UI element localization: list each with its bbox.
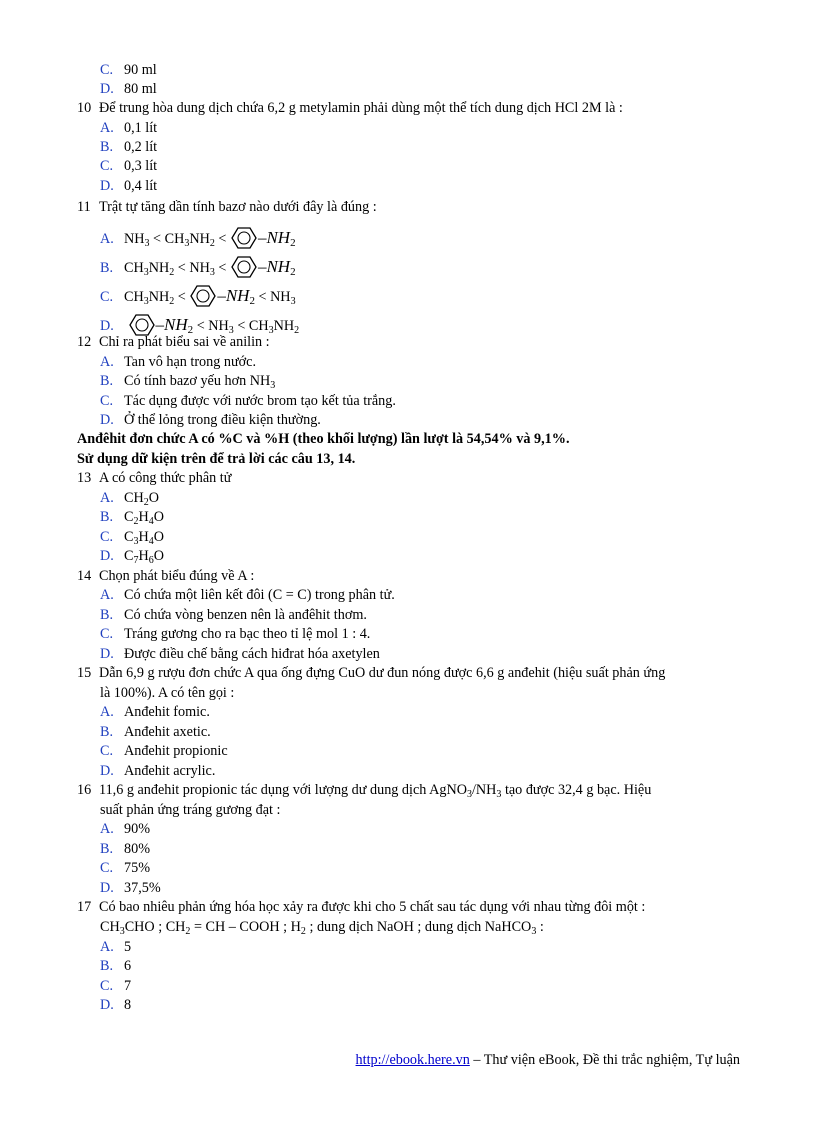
section-intro: Sử dụng dữ kiện trên để trả lời các câu 13, 14. <box>77 451 356 467</box>
page-footer <box>356 1052 740 1069</box>
list-item: A. Anđehit fomic. <box>100 704 210 720</box>
list-item: C. Anđehit propionic <box>100 743 228 759</box>
question-10: 10 Để trung hòa dung dịch chứa 6,2 g metylamin phải dùng một thể tích dung dịch HCl 2M là : <box>77 100 623 116</box>
question-11: 11 Trật tự tăng dần tính bazơ nào dưới đây là đúng : <box>77 199 377 215</box>
list-item: C. 0,3 lít <box>100 158 158 174</box>
list-item: B. $C_2H_4O$ <box>100 509 164 527</box>
list-item: B. Có chứa vòng benzen nên là anđêhit thơm. <box>100 607 367 623</box>
question-17: 17 Có bao nhiêu phản ứng hóa học xảy ra được khi cho 5 chất sau tác dụng với nhau từng đôi một : <box>77 899 646 915</box>
list-item: D. Được điều chế bằng cách hiđrat hóa axetylen <box>100 646 380 662</box>
list-item: D. Ở thể lỏng trong điều kiện thường. <box>100 412 321 428</box>
list-item: C. 75% <box>100 860 151 876</box>
list-item: C. 90 ml <box>100 62 157 78</box>
list-item: A. 5 <box>100 939 132 955</box>
section-intro: Anđêhit đơn chức A có %C và %H (theo khối lượng) lần lượt là 54,54% và 9,1%. <box>77 431 570 447</box>
list-item: A. $CH_2O$ <box>100 490 159 508</box>
question-13: 13 A có công thức phân tử <box>77 470 232 486</box>
question-15-cont: là 100%). A có tên gọi : <box>100 685 235 701</box>
list-item: A. 0,1 lít <box>100 120 158 136</box>
list-item: C. $C_3H_4O$ <box>100 529 164 547</box>
list-item: A. Tan vô hạn trong nước. <box>100 354 257 370</box>
list-item: A. 90% <box>100 821 151 837</box>
question-16: 16 11,6 g anđehit propionic tác dụng với lượng dư dung dịch $AgNO_3/NH_3$ tạo được 32,4 g bạc. Hiệu <box>77 782 652 800</box>
list-item: D. 0,4 lít <box>100 178 158 194</box>
list-item: C. Tráng gương cho ra bạc theo tỉ lệ mol 1 : 4. <box>100 626 371 642</box>
list-item: D. Anđehit acrylic. <box>100 763 216 779</box>
footer-text: – Thư viện eBook, Đề thi trắc nghiệm, Tự luận <box>469 1052 740 1068</box>
list-item: C. Tác dụng được với nước brom tạo kết tủa trắng. <box>100 393 396 409</box>
question-15: 15 Dẫn 6,9 g rượu đơn chức A qua ống đựng CuO dư đun nóng được 6,6 g anđehit (hiệu suất phản ứng <box>77 665 666 681</box>
list-item: D. $-NH_2 < NH_3 < CH_3NH_2$ <box>100 315 300 336</box>
question-12: 12 Chỉ ra phát biểu sai về anilin : <box>77 334 270 350</box>
list-item: B. Anđehit axetic. <box>100 724 211 740</box>
benzene-ring-icon <box>230 226 258 250</box>
list-item: D. $C_7H_6O$ <box>100 548 164 566</box>
footer-link[interactable]: http://ebook.here.vn <box>355 1052 470 1068</box>
list-item: B. 80% <box>100 841 151 857</box>
list-item: C. 7 <box>100 978 132 994</box>
list-item: A. Có chứa một liên kết đôi (C = C) trong phân tử. <box>100 587 395 603</box>
list-item: D. 8 <box>100 997 132 1013</box>
list-item: B. 0,2 lít <box>100 139 158 155</box>
list-item: D. 80 ml <box>100 81 157 97</box>
question-14: 14 Chọn phát biểu đúng về A : <box>77 568 255 584</box>
list-item: D. 37,5% <box>100 880 161 896</box>
list-item: C. $CH_3NH_2 < -NH_2 < NH_3$ <box>100 286 296 307</box>
benzene-ring-icon <box>189 284 217 308</box>
list-item: B. Có tính bazơ yếu hơn $NH_3$ <box>100 373 276 391</box>
list-item: B. $CH_3NH_2 < NH_3 < -NH_2$ <box>100 257 296 278</box>
benzene-ring-icon <box>230 255 258 279</box>
question-16-cont: suất phản ứng tráng gương đạt : <box>100 802 281 818</box>
question-17-cont: $CH_3CHO$ ; $CH_2$ = CH – COOH ; $H_2$ ; dung dịch NaOH ; dung dịch NaHCO$_3$ : <box>100 919 544 937</box>
list-item: B. 6 <box>100 958 132 974</box>
list-item: A. $NH_3 < CH_3NH_2 < -NH_2$ <box>100 228 296 249</box>
